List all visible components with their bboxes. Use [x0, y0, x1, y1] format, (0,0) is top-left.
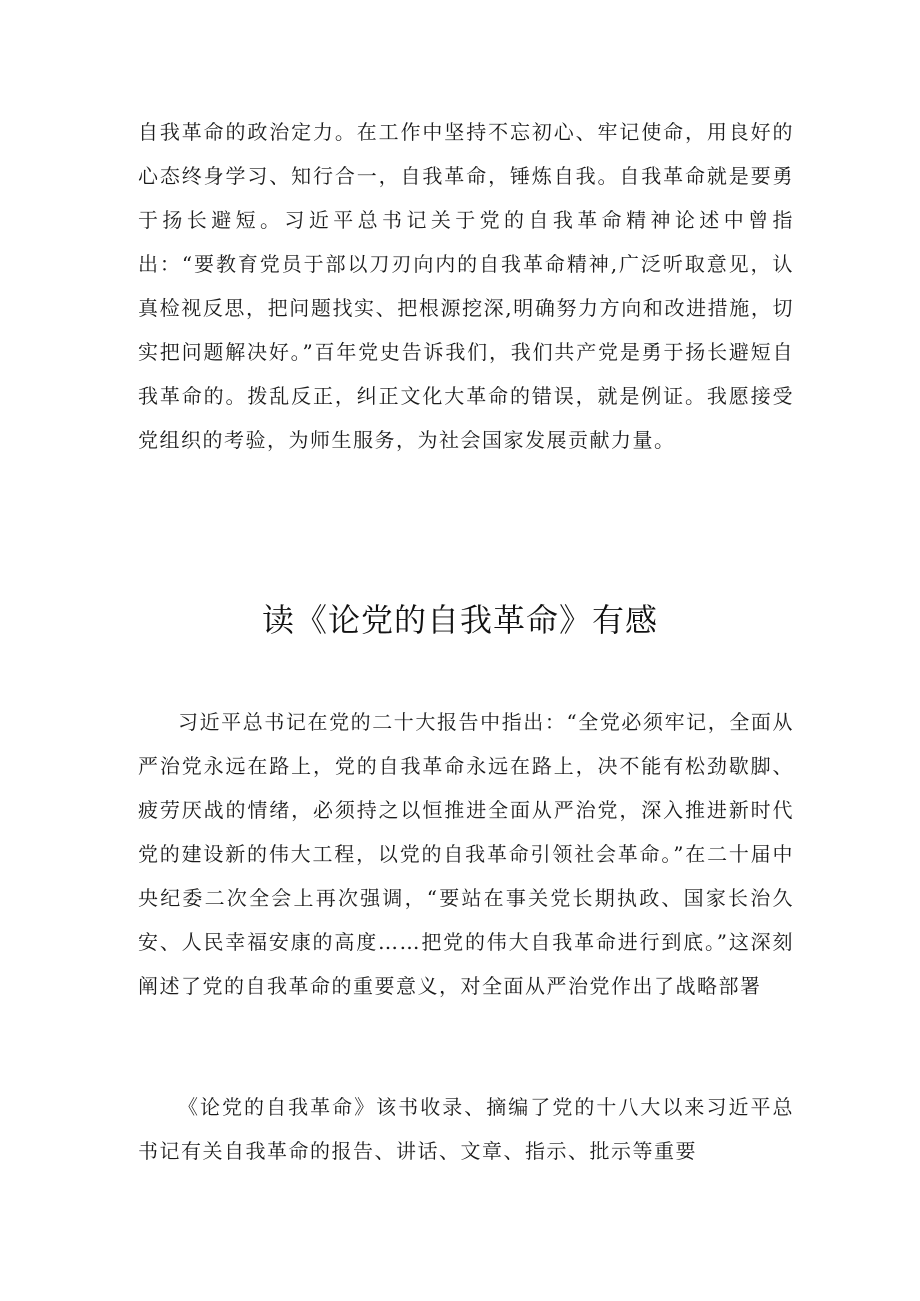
paragraph-continued: 自我革命的政治定力。在工作中坚持不忘初心、牢记使命，用良好的心态终身学习、知行合一，自我革命，锤炼自我。自我革命就是要勇于扬长避短。习近平总书记关于党的自我革命精神论述中曾指出：“要教育党员于部以刀刃向内的自我革命精神,广泛听取意见，认真检视反思，把问题找实、把根源挖深,明确努力方向和改进措施，切实把问题解决好。”百年党史告诉我们，我们共产党是勇于扬长避短自我革命的。拨乱反正，纠正文化大革命的错误，就是例证。我愿接受党组织的考验，为师生服务，为社会国家发展贡献力量。 — [138, 120, 794, 452]
paragraph-book-description: 《论党的自我革命》该书收录、摘编了党的十八大以来习近平总书记有关自我革命的报告、讲话、文章、指示、批示等重要 — [138, 1095, 794, 1163]
paragraph-intro: 习近平总书记在党的二十大报告中指出：“全党必须牢记，全面从严治党永远在路上，党的自我革命永远在路上，决不能有松劲歇脚、疲劳厌战的情绪，必须持之以恒推进全面从严治党，深入推进新时代党的建设新的伟大工程，以党的自我革命引领社会革命。”在二十届中央纪委二次全会上再次强调，“要站在事关党长期执政、国家长治久安、人民幸福安康的高度……把党的伟大自我革命进行到底。”这深刻阐述了党的自我革命的重要意义，对全面从严治党作出了战略部署 — [138, 710, 794, 998]
section-title: 读《论党的自我革命》有感 — [261, 601, 658, 639]
